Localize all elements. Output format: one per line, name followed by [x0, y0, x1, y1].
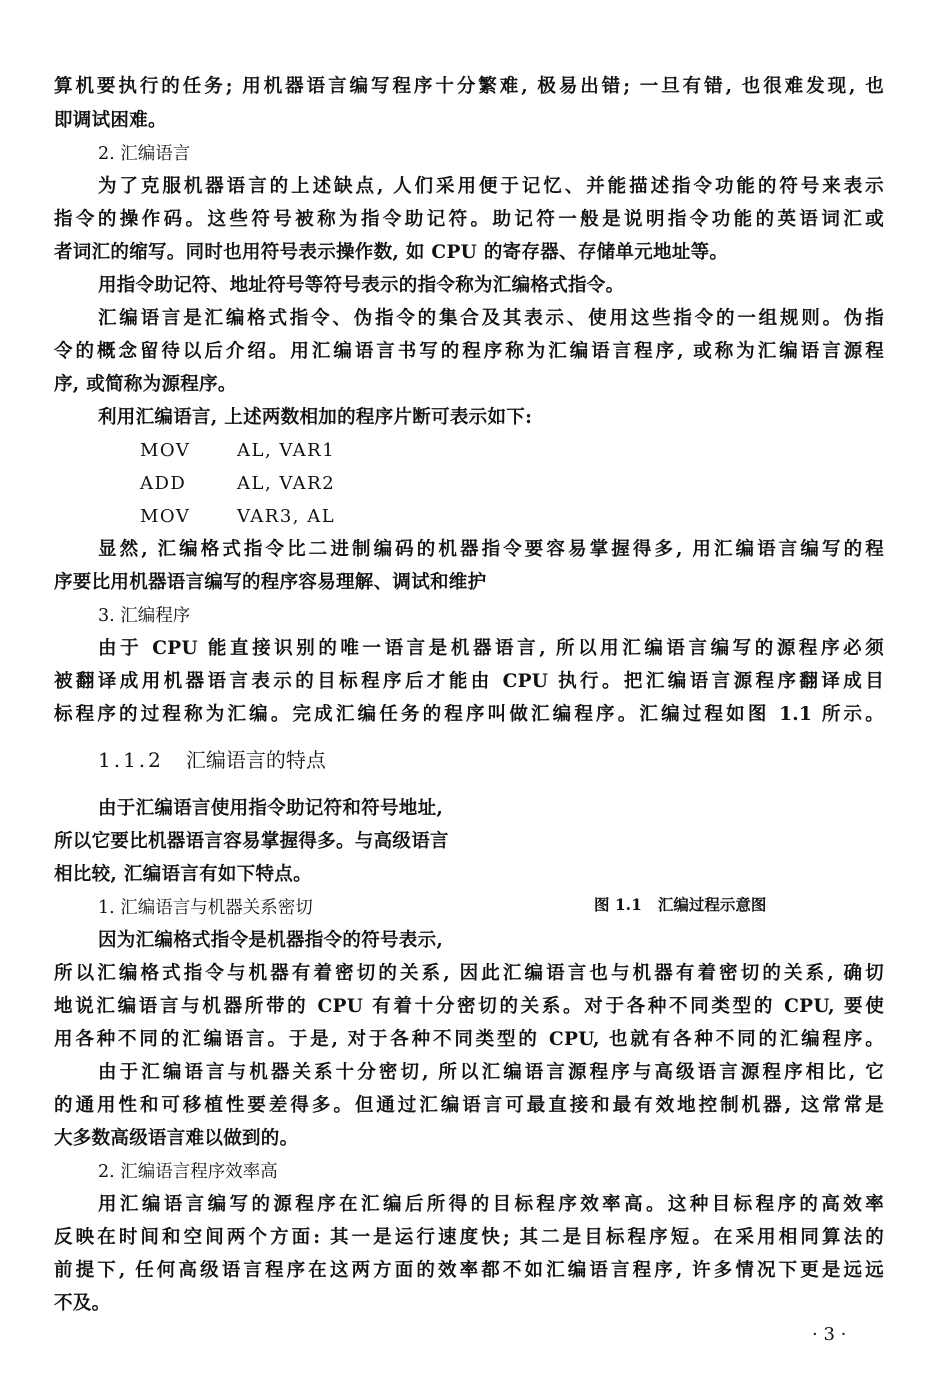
code-operands: VAR3, AL [237, 506, 336, 527]
subsection-heading: 1. 汇编语言与机器关系密切 [98, 898, 313, 918]
figure-label: 图 1.1 [594, 895, 642, 914]
subsection-heading: 3. 汇编程序 [98, 606, 191, 626]
paragraph-line: 用汇编语言编写的源程序在汇编后所得的目标程序效率高。这种目标程序的高效率 [98, 1194, 884, 1215]
paragraph-line: 利用汇编语言, 上述两数相加的程序片断可表示如下: [98, 407, 533, 428]
paragraph-line: 所以汇编格式指令与机器有着密切的关系, 因此汇编语言也与机器有着密切的关系, 确切 [54, 963, 884, 984]
paragraph-line: 用各种不同的汇编语言。于是, 对于各种不同类型的 CPU, 也就有各种不同的汇编程序。 [54, 1029, 884, 1050]
paragraph-line: 为了克服机器语言的上述缺点, 人们采用便于记忆、并能描述指令功能的符号来表示 [98, 176, 884, 197]
subsection-heading: 2. 汇编语言 [98, 144, 191, 164]
paragraph-line: 相比较, 汇编语言有如下特点。 [54, 864, 312, 885]
code-mnemonic: ADD [140, 473, 187, 494]
code-line [140, 434, 335, 468]
paragraph-line: 序, 或简称为源程序。 [54, 374, 237, 395]
paragraph-line: 不及。 [54, 1293, 111, 1314]
paragraph-line: 指令的操作码。这些符号被称为指令助记符。助记符一般是说明指令功能的英语词汇或 [54, 209, 884, 230]
paragraph-line: 由于 CPU 能直接识别的唯一语言是机器语言, 所以用汇编语言编写的源程序必须 [98, 638, 884, 659]
subsection-heading: 2. 汇编语言程序效率高 [98, 1162, 278, 1182]
section-heading [98, 742, 326, 778]
code-mnemonic: MOV [140, 506, 191, 527]
paragraph-line: 算机要执行的任务; 用机器语言编写程序十分繁难, 极易出错; 一旦有错, 也很难发现, 也 [54, 76, 884, 97]
paragraph-line: 反映在时间和空间两个方面: 其一是运行速度快; 其二是目标程序短。在采用相同算法的 [54, 1227, 884, 1248]
paragraph-line: 大多数高级语言难以做到的。 [54, 1128, 299, 1149]
section-title: 汇编语言的特点 [185, 748, 326, 772]
paragraph-line: 标程序的过程称为汇编。完成汇编任务的程序叫做汇编程序。汇编过程如图 1.1 所示。 [54, 704, 884, 725]
paragraph-line: 即调试困难。 [54, 110, 167, 131]
paragraph-line: 前提下, 任何高级语言程序在这两方面的效率都不如汇编语言程序, 许多情况下更是远远 [54, 1260, 884, 1281]
paragraph-line: 用指令助记符、地址符号等符号表示的指令称为汇编格式指令。 [98, 275, 625, 296]
code-line [140, 467, 335, 501]
paragraph-line: 被翻译成用机器语言表示的目标程序后才能由 CPU 执行。把汇编语言源程序翻译成目 [54, 671, 884, 692]
paragraph-line: 汇编语言是汇编格式指令、伪指令的集合及其表示、使用这些指令的一组规则。伪指 [98, 308, 884, 329]
paragraph-line: 由于汇编语言与机器关系十分密切, 所以汇编语言源程序与高级语言源程序相比, 它 [98, 1062, 884, 1083]
section-number: 1.1.2 [98, 748, 164, 772]
figure-caption [594, 888, 766, 922]
code-line [140, 500, 335, 534]
code-operands: AL, VAR2 [237, 473, 336, 494]
paragraph-line: 的通用性和可移植性要差得多。但通过汇编语言可最直接和最有效地控制机器, 这常常是 [54, 1095, 884, 1116]
paragraph-line: 地说汇编语言与机器所带的 CPU 有着十分密切的关系。对于各种不同类型的 CPU, 要使 [54, 996, 884, 1017]
page-number: · 3 · [812, 1324, 847, 1345]
code-mnemonic: MOV [140, 440, 191, 461]
paragraph-line: 显然, 汇编格式指令比二进制编码的机器指令要容易掌握得多, 用汇编语言编写的程 [98, 539, 884, 560]
paragraph-line: 令的概念留待以后介绍。用汇编语言书写的程序称为汇编语言程序, 或称为汇编语言源程 [54, 341, 884, 362]
paragraph-line: 因为汇编格式指令是机器指令的符号表示, [98, 930, 444, 951]
paragraph-line: 序要比用机器语言编写的程序容易理解、调试和维护 [54, 572, 487, 593]
paragraph-line: 所以它要比机器语言容易掌握得多。与高级语言 [54, 831, 449, 852]
code-operands: AL, VAR1 [237, 440, 336, 461]
figure-title: 汇编过程示意图 [657, 895, 767, 914]
paragraph-line: 由于汇编语言使用指令助记符和符号地址, [98, 798, 444, 819]
paragraph-line: 者词汇的缩写。同时也用符号表示操作数, 如 CPU 的寄存器、存储单元地址等。 [54, 242, 729, 263]
